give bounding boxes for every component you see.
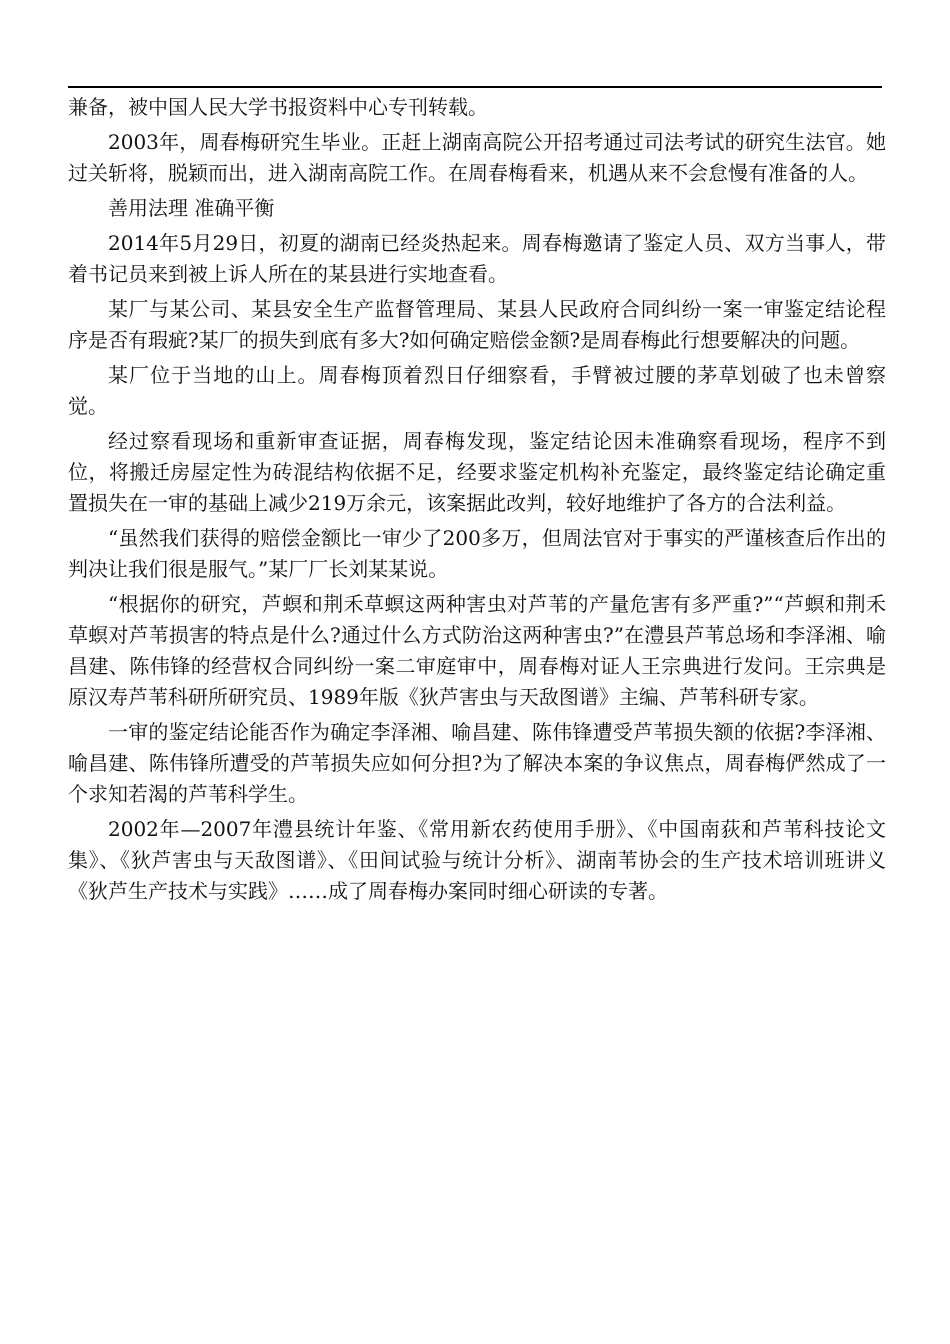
paragraph: 某厂位于当地的山上。周春梅顶着烈日仔细察看，手臂被过腰的茅草划破了也未曾察觉。: [68, 363, 886, 418]
paragraph-continuation: 兼备，被中国人民大学书报资料中心专刊转载。: [68, 95, 488, 119]
quote-paragraph: “虽然我们获得的赔偿金额比一审少了200多万，但周法官对于事实的严谨核查后作出的判决让我们很是服气。”某厂厂长刘某某说。: [68, 526, 886, 581]
paragraph: 2003年，周春梅研究生毕业。正赶上湖南高院公开招考通过司法考试的研究生法官。她过关斩将，脱颖而出，进入湖南高院工作。在周春梅看来，机遇从来不会怠慢有准备的人。: [68, 130, 886, 185]
paragraph: 一审的鉴定结论能否作为确定李泽湘、喻昌建、陈伟锋遭受芦苇损失额的依据?李泽湘、喻昌建、陈伟锋所遭受的芦苇损失应如何分担?为了解决本案的争议焦点，周春梅俨然成了一个求知若渴的芦苇科学生。: [68, 720, 886, 806]
article-body: [68, 92, 886, 911]
paragraph: 2014年5月29日，初夏的湖南已经炎热起来。周春梅邀请了鉴定人员、双方当事人，带着书记员来到被上诉人所在的某县进行实地查看。: [68, 231, 886, 286]
section-heading: 善用法理 准确平衡: [108, 196, 275, 220]
header-rule: [68, 86, 882, 88]
paragraph: 经过察看现场和重新审查证据，周春梅发现，鉴定结论因未准确察看现场，程序不到位，将搬迁房屋定性为砖混结构依据不足，经要求鉴定机构补充鉴定，最终鉴定结论确定重置损失在一审的基础上减少219万余元，该案据此改判，较好地维护了各方的合法利益。: [68, 429, 886, 515]
quote-paragraph: “根据你的研究，芦螟和荆禾草螟这两种害虫对芦苇的产量危害有多严重?”“芦螟和荆禾草螟对芦苇损害的特点是什么?通过什么方式防治这两种害虫?”在澧县芦苇总场和李泽湘、喻昌建、陈伟锋的经营权合同纠纷一案二审庭审中，周春梅对证人王宗典进行发问。王宗典是原汉寿芦苇科研所研究员、1989年版《狄芦害虫与天敌图谱》主编、芦苇科研专家。: [68, 592, 886, 709]
paragraph: 某厂与某公司、某县安全生产监督管理局、某县人民政府合同纠纷一案一审鉴定结论程序是否有瑕疵?某厂的损失到底有多大?如何确定赔偿金额?是周春梅此行想要解决的问题。: [68, 297, 886, 352]
paragraph: 2002年—2007年澧县统计年鉴、《常用新农药使用手册》、《中国南荻和芦苇科技论文集》、《狄芦害虫与天敌图谱》、《田间试验与统计分析》、湖南苇协会的生产技术培训班讲义《狄芦生产技术与实践》……成了周春梅办案同时细心研读的专著。: [68, 817, 886, 903]
